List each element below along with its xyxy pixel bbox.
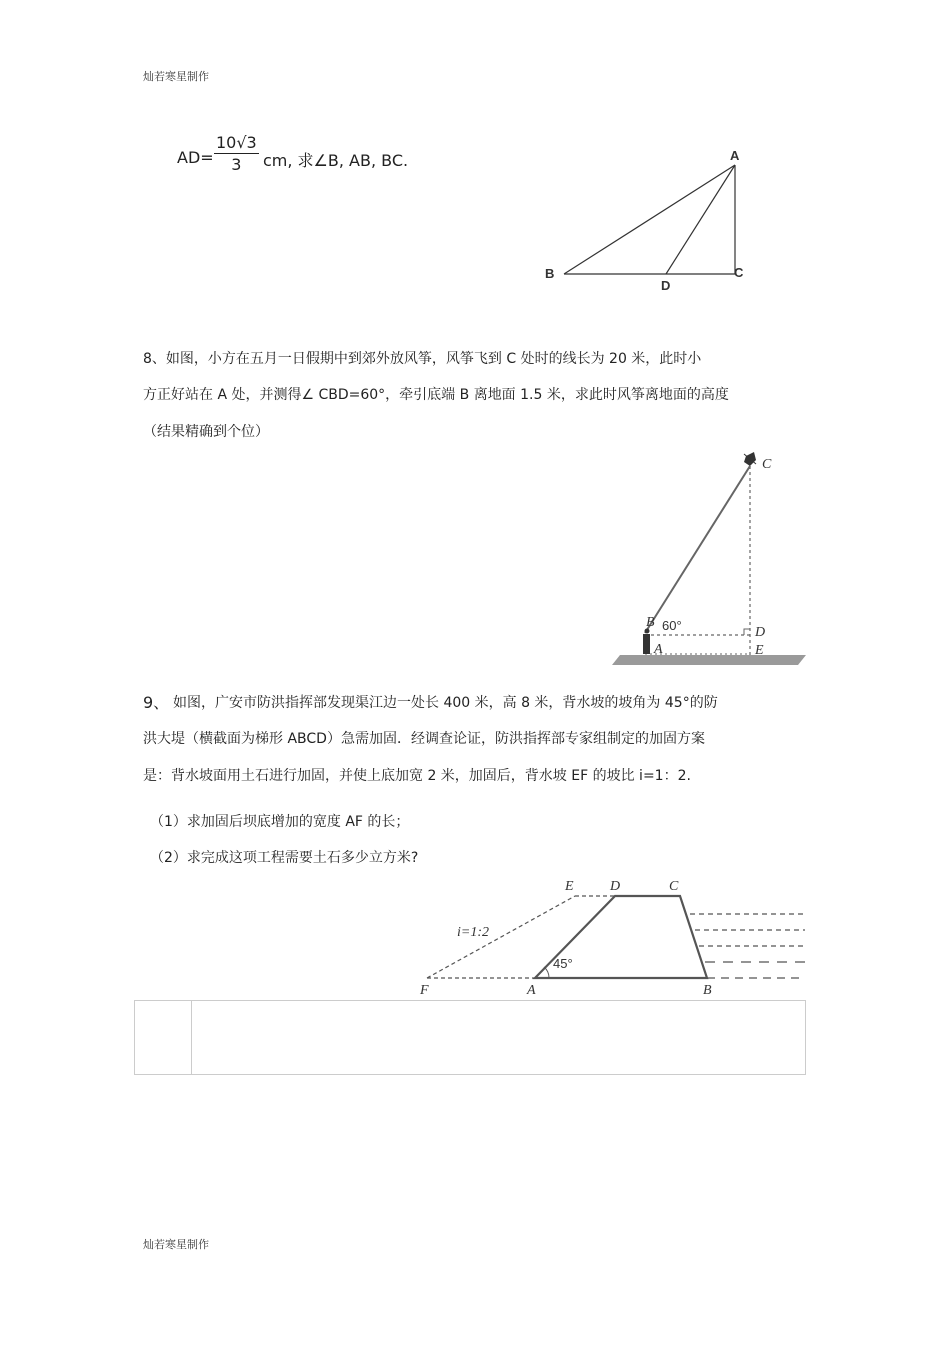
right-angle-mark-d (744, 629, 750, 635)
page-footer: 灿若寒星制作 (143, 1238, 209, 1251)
q9-line-2: 洪大堤（横截面为梯形 ABCD）急需加固．经调查论证，防洪指挥部专家组制定的加固方案 (143, 731, 705, 747)
q9-label-c: C (669, 879, 679, 894)
page-header: 灿若寒星制作 (143, 70, 209, 83)
segment-ab (564, 165, 735, 274)
q9-label-f: F (420, 983, 429, 998)
ground (612, 655, 806, 665)
q9-label-d: D (610, 879, 621, 894)
q8-line-2: 方正好站在 A 处，并测得∠ CBD=60°，牵引底端 B 离地面 1.5 米，求此时风筝离地面的高度 (143, 387, 729, 403)
q9-angle-label: 45° (553, 956, 573, 971)
q9-label-a: A (527, 983, 536, 998)
q9-label-b: B (703, 983, 712, 998)
q9-slope-label: i=1:2 (457, 925, 489, 940)
q8-angle-label: 60° (662, 618, 682, 633)
q7-fraction-denominator: 3 (231, 155, 242, 174)
q8-label-d: D (755, 625, 766, 640)
q9-dam-figure (415, 870, 810, 1005)
q9-subquestion-1: （1）求加固后坝底增加的宽度 AF 的长； (150, 814, 410, 830)
q8-kite-figure (610, 450, 810, 675)
q8-line-1: 8、如图，小方在五月一日假期中到郊外放风筝，风筝飞到 C 处时的线长为 20 米，此时小 (143, 351, 702, 367)
segment-ad (666, 165, 735, 274)
q7-fraction-numerator: 10√3 (216, 133, 257, 152)
q7-label-a: A (730, 148, 740, 163)
q7-label-c: C (734, 265, 744, 280)
q9-number: 9、 (143, 693, 170, 712)
q7-suffix: cm, 求∠B, AB, BC. (263, 151, 409, 170)
q9-subquestion-2: （2）求完成这项工程需要土石多少立方米? (150, 850, 419, 866)
q7-prefix: AD= (177, 148, 214, 167)
q8-label-b: B (646, 615, 655, 630)
water-lines (690, 914, 805, 978)
kite-icon (744, 452, 756, 466)
answer-box (134, 1000, 806, 1075)
q9-label-e: E (565, 879, 574, 894)
q7-label-b: B (545, 266, 555, 281)
q7-label-d: D (661, 278, 671, 293)
q8-label-c: C (762, 457, 772, 472)
person-icon (643, 629, 650, 655)
q8-label-e: E (755, 643, 764, 658)
kite-string (645, 466, 750, 633)
q7-fraction (214, 133, 259, 174)
q7-triangle-figure (540, 145, 760, 295)
q9-line-3: 是：背水坡面用土石进行加固，并使上底加宽 2 米，加固后，背水坡 EF 的坡比 i=1：2. (143, 768, 691, 784)
answer-box-divider (191, 1001, 192, 1074)
q9-line-1: 如图，广安市防洪指挥部发现渠江边一处长 400 米，高 8 米，背水坡的坡角为 45°的防 (173, 695, 718, 711)
q8-line-3: （结果精确到个位） (143, 424, 269, 440)
q8-label-a: A (654, 642, 663, 657)
